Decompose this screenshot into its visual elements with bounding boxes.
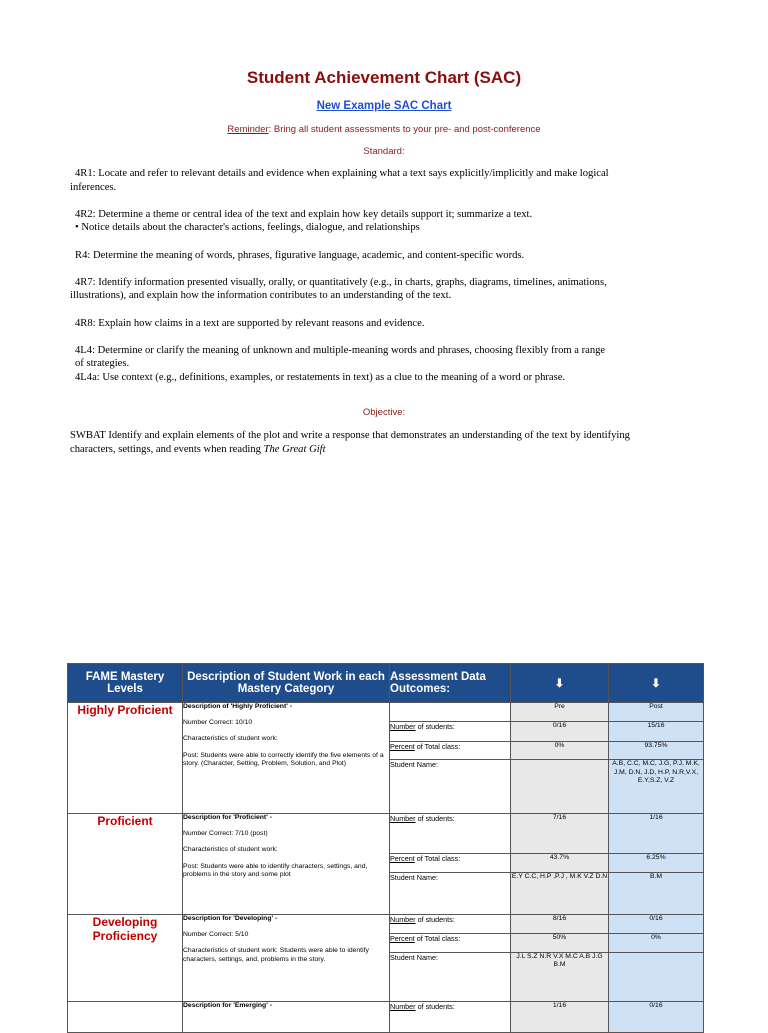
pre-student-names bbox=[511, 760, 609, 814]
objective-text bbox=[70, 429, 700, 456]
header-pre-arrow bbox=[511, 664, 609, 703]
reminder-text bbox=[0, 124, 768, 135]
page-title: Student Achievement Chart (SAC) bbox=[246, 68, 522, 87]
pre-number: 0/16 bbox=[511, 721, 609, 741]
down-arrow-icon: ⬇ bbox=[554, 678, 565, 690]
header-mastery-levels: FAME Mastery Levels bbox=[68, 664, 183, 703]
standard-4r2 bbox=[70, 208, 670, 235]
header-post-arrow bbox=[609, 664, 704, 703]
reminder-label: Reminder bbox=[227, 124, 269, 135]
post-description: Post: Students were able to correctly identify the five elements of a story. (Character, Setting, Problem, Solution, and Plot) bbox=[183, 751, 384, 767]
number-label: Number of students: bbox=[390, 721, 511, 741]
standard-4l4-line2: of strategies. bbox=[75, 358, 130, 370]
level-emerging bbox=[68, 1002, 183, 1033]
student-name-label: Student Name: bbox=[390, 953, 511, 1002]
standard-4l4-line1: 4L4: Determine or clarify the meaning of unknown and multiple-meaning words and phrases, choosing flexibly from a range bbox=[75, 344, 606, 356]
standard-r4-line: R4: Determine the meaning of words, phrases, figurative language, academic, and content-specific words. bbox=[75, 249, 525, 261]
pre-percent: 43.7% bbox=[511, 853, 609, 872]
pre-percent: 50% bbox=[511, 934, 609, 953]
objective-line2: characters, settings, and events when reading bbox=[70, 443, 264, 455]
characteristics: Characteristics of student work: bbox=[183, 846, 278, 854]
post-student-names: A.B, C.C, M.C, J.G, P.J, M.K, J.M, D.N, J.D, H.P, N.R,V.X, E.Y,S.Z, V.Z bbox=[609, 760, 704, 814]
post-percent: 0% bbox=[609, 934, 704, 953]
standard-4r7 bbox=[70, 276, 670, 303]
number-correct: Number Correct: 10/10 bbox=[183, 719, 253, 727]
standard-4r8 bbox=[70, 317, 670, 331]
standard-4r2-bullet: • Notice details about the character's actions, feelings, dialogue, and relationships bbox=[75, 222, 420, 234]
standards-list bbox=[70, 167, 670, 398]
post-number: 15/16 bbox=[609, 721, 704, 741]
standard-4r8-line: 4R8: Explain how claims in a text are supported by relevant reasons and evidence. bbox=[75, 317, 425, 329]
objective-book-title: The Great Gift bbox=[263, 443, 326, 455]
description-cell bbox=[183, 814, 390, 915]
standard-4r2-line1: 4R2: Determine a theme or central idea of the text and explain how key details support it; summarize a text. bbox=[75, 208, 533, 220]
down-arrow-icon: ⬇ bbox=[651, 678, 661, 690]
post-percent: 93.75% bbox=[609, 741, 704, 760]
post-number: 0/16 bbox=[609, 1002, 704, 1033]
post-number: 0/16 bbox=[609, 915, 704, 934]
percent-label: Percent of Total class: bbox=[390, 741, 511, 760]
standard-label: Standard: bbox=[363, 146, 405, 157]
post-student-names bbox=[609, 953, 704, 1002]
student-name-label: Student Name: bbox=[390, 760, 511, 814]
pre-student-names: E.Y C.C, H.P ,P.J , M.K V.Z D.N bbox=[511, 873, 609, 915]
description-heading: Description for 'Proficient' - bbox=[183, 814, 272, 821]
number-label: Number of students: bbox=[390, 1002, 511, 1033]
number-label: Number of students: bbox=[390, 915, 511, 934]
post-percent: 6.25% bbox=[609, 853, 704, 872]
characteristics: Characteristics of student work: bbox=[183, 735, 278, 743]
number-correct: Number Correct: 7/10 (post) bbox=[183, 830, 268, 838]
standard-4r7-line1: 4R7: Identify information presented visually, orally, or quantitatively (e.g., in charts, graphs, diagrams, timelines, animations, bbox=[75, 276, 607, 288]
standard-r4 bbox=[70, 249, 670, 263]
number-correct: Number Correct: 5/10 bbox=[183, 931, 249, 939]
header-outcomes: Assessment Data Outcomes: bbox=[390, 664, 511, 703]
student-name-label: Student Name: bbox=[390, 873, 511, 915]
table-row bbox=[68, 814, 704, 854]
number-label: Number of students: bbox=[390, 814, 511, 854]
description-heading: Description for 'Emerging' - bbox=[183, 1002, 272, 1009]
standard-4r7-line2: illustrations), and explain how the information contributes to an understanding of the text. bbox=[70, 290, 452, 302]
characteristics: Characteristics of student work: Students were able to identify characters, settings, and, problems in the story. bbox=[183, 947, 369, 963]
level-highly-proficient: Highly Proficient bbox=[68, 703, 183, 814]
pre-student-names: J.L S.Z N.R V.X M.C A.B J.G B.M bbox=[511, 953, 609, 1002]
sac-table bbox=[67, 663, 704, 1033]
reminder-body: : Bring all student assessments to your pre- and post-conference bbox=[268, 124, 541, 135]
description-cell bbox=[183, 703, 390, 814]
post-student-names: B.M bbox=[609, 873, 704, 915]
header-description: Description of Student Work in each Mastery Category bbox=[183, 664, 390, 703]
standard-4r1 bbox=[70, 167, 670, 194]
level-developing-proficiency: Developing Proficiency bbox=[68, 915, 183, 1002]
standard-4l4a-line: 4L4a: Use context (e.g., definitions, examples, or restatements in text) as a clue to the meaning of a word or phrase. bbox=[75, 371, 566, 383]
standard-4r1-line1: 4R1: Locate and refer to relevant details and evidence when explaining what a text says explicitly/implicitly and make logical bbox=[75, 168, 609, 179]
description-heading: Description of 'Highly Proficient' - bbox=[183, 703, 292, 710]
level-proficient: Proficient bbox=[68, 814, 183, 915]
percent-label: Percent of Total class: bbox=[390, 934, 511, 953]
pre-number: 1/16 bbox=[511, 1002, 609, 1033]
pre-label: Pre bbox=[511, 703, 609, 722]
post-label: Post bbox=[609, 703, 704, 722]
table-row bbox=[68, 1002, 704, 1033]
post-number: 1/16 bbox=[609, 814, 704, 854]
example-sac-chart-link[interactable]: New Example SAC Chart bbox=[316, 100, 452, 112]
standard-4r1-line2: inferences. bbox=[70, 181, 117, 193]
table-header-row bbox=[68, 664, 704, 703]
post-description: Post: Students were able to identify characters, settings, and, problems in the story and some plot bbox=[183, 862, 368, 878]
pre-number: 7/16 bbox=[511, 814, 609, 854]
standard-4l4 bbox=[70, 344, 670, 385]
pre-number: 8/16 bbox=[511, 915, 609, 934]
table-row bbox=[68, 703, 704, 722]
objective-line1: SWBAT Identify and explain elements of the plot and write a response that demonstrates an understanding of the text by identifying bbox=[70, 430, 630, 441]
description-heading: Description for 'Developing' - bbox=[183, 915, 278, 922]
description-cell bbox=[183, 1002, 390, 1033]
objective-label: Objective: bbox=[362, 407, 406, 418]
table-row bbox=[68, 915, 704, 934]
percent-label: Percent of Total class: bbox=[390, 853, 511, 872]
description-cell bbox=[183, 915, 390, 1002]
pre-percent: 0% bbox=[511, 741, 609, 760]
